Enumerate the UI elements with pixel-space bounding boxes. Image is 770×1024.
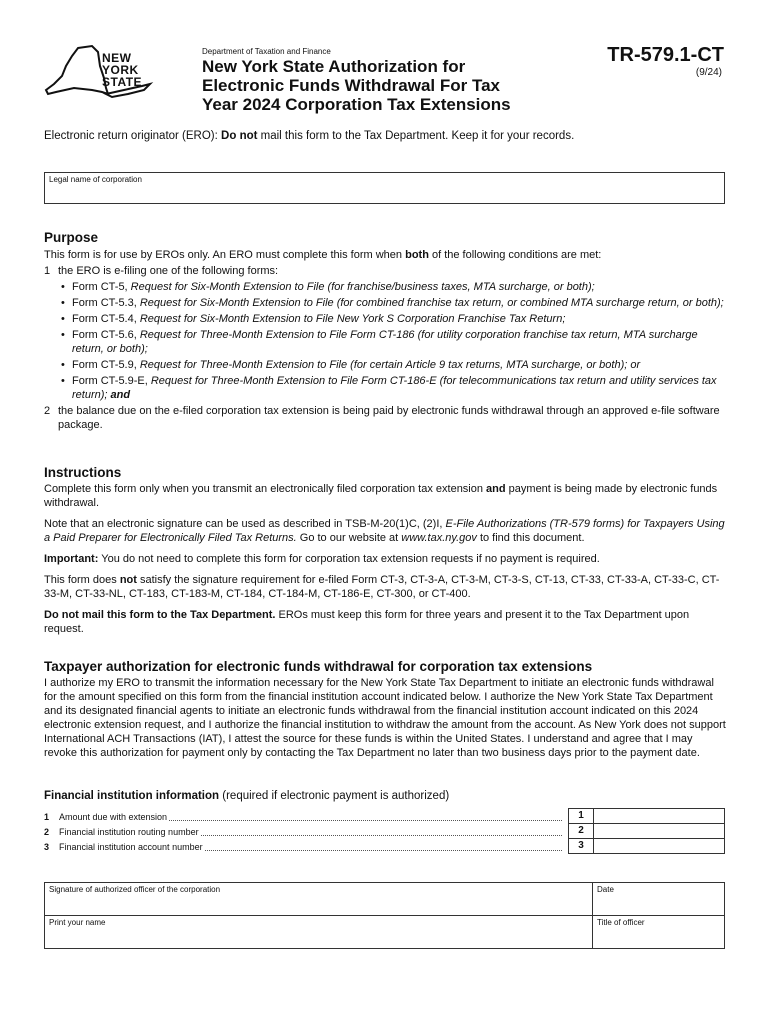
list-item — [44, 328, 726, 356]
logo-line: NEW — [102, 51, 132, 65]
legal-name-label: Legal name of corporation — [49, 175, 142, 184]
authorization-text: I authorize my ERO to transmit the information necessary for the New York State Tax Department to initiate an electronic funds withdrawal for the amount specified on this form from the financial institution account indicated below. I authorize the New York State Tax Department and its designated financial agents to initiate an electronic funds withdrawal from the financial institution account indicated on this 2024 electronic extension request, and I authorize the financial institution to withdraw the amount from the account. As New York does not support International ACH Transactions (IAT), I attest the source for these funds is within the United States. I understand and agree that I may revoke this authorization for payment only by contacting the Tax Department no later than two business days prior to the payment date. — [44, 677, 726, 759]
instructions-section — [44, 465, 726, 636]
form-revision: (9/24) — [695, 67, 722, 78]
item-text: the ERO is e-filing one of the following forms: — [58, 265, 279, 277]
list-item — [44, 358, 726, 372]
p4-a: This form does — [44, 574, 120, 586]
website-link[interactable]: www.tax.ny.gov — [401, 532, 477, 544]
list-item — [44, 296, 726, 310]
line-number: 1 — [44, 811, 50, 822]
p3-bold: Important: — [44, 553, 99, 565]
financial-note: (required if electronic payment is authorized) — [219, 790, 450, 802]
line-box-number: 1 — [568, 808, 594, 824]
instructions-heading: Instructions — [44, 465, 122, 480]
financial-section — [44, 790, 726, 802]
form-name: Form CT-5.9-E, — [72, 375, 151, 387]
signature-label: Signature of authorized officer of the corporation — [49, 885, 221, 894]
list-item — [44, 374, 726, 402]
list-item — [44, 312, 726, 326]
purpose-intro — [44, 248, 726, 262]
ero-notice — [44, 130, 574, 142]
p2-a: Note that an electronic signature can be used as described in TSB-M-20(1)C, (2)I, — [44, 518, 446, 530]
title-line: Year 2024 Corporation Tax Extensions — [202, 95, 511, 114]
item-number: 1 — [44, 265, 51, 277]
list-item — [44, 280, 726, 294]
officer-title-field[interactable] — [592, 915, 725, 949]
p1-b: payment is being made by electronic funds withdrawal. — [44, 483, 718, 509]
extension-forms-list — [44, 280, 726, 402]
p4-b: satisfy the signature requirement for e-filed Form CT-3, CT-3-A, CT-3-M, CT-3-S, CT-13, CT-33, CT-33-A, CT-33-C, CT-33-M, CT-33-NL, CT-183, CT-183-M, CT-184, CT-184-M, CT-186-E, CT-300, or CT-400. — [44, 574, 720, 600]
title-line: New York State Authorization for — [202, 57, 466, 76]
form-description: Request for Three-Month Extension to File Form CT-186 (for utility corporation franchise tax return, MTA surcharge return, or both); — [72, 329, 698, 355]
p5-text: EROs must keep this form for three years and present it to the Tax Department upon request. — [44, 609, 690, 635]
line-number: 2 — [44, 826, 50, 837]
amount-due-input[interactable] — [593, 808, 725, 824]
financial-heading: Financial institution information — [44, 790, 220, 802]
line-label: Financial institution routing number — [59, 826, 199, 837]
ero-notice-bold: Do not — [221, 130, 258, 142]
line-label: Financial institution account number — [59, 841, 203, 852]
p2-b: Go to our website at — [296, 532, 402, 544]
form-name: Form CT-5.6, — [72, 329, 140, 341]
form-name: Form CT-5.3, — [72, 297, 140, 309]
instructions-p2 — [44, 517, 726, 545]
ero-notice-prefix: Electronic return originator (ERO): — [44, 130, 222, 142]
signature-field[interactable] — [44, 882, 593, 916]
form-description: Request for Six-Month Extension to File (for combined franchise tax return, or combined MTA surcharge return, or both); — [139, 297, 724, 309]
account-number-input[interactable] — [593, 838, 725, 854]
instructions-p3 — [44, 552, 726, 566]
line-number: 3 — [44, 841, 50, 852]
logo-line: STATE — [102, 75, 143, 89]
purpose-section — [44, 230, 726, 432]
form-name: Form CT-5, — [72, 281, 131, 293]
ero-notice-suffix: mail this form to the Tax Department. Keep it for your records. — [257, 130, 575, 142]
line-box-number: 3 — [568, 838, 594, 854]
instructions-p4 — [44, 573, 726, 601]
line-box-number: 2 — [568, 823, 594, 839]
p4-bold: not — [119, 574, 137, 586]
date-field[interactable] — [592, 882, 725, 916]
p3-text: You do not need to complete this form for corporation tax extension requests if no payment is required. — [98, 553, 600, 565]
p2-c: to find this document. — [476, 532, 585, 544]
form-name: Form CT-5.4, — [72, 313, 140, 325]
p5-bold: Do not mail this form to the Tax Department. — [44, 609, 276, 621]
item-text: the balance due on the e-filed corporation tax extension is being paid by electronic funds withdrawal through an approved e-file software package. — [58, 405, 720, 431]
officer-title-label: Title of officer — [597, 918, 645, 927]
account-number-row — [44, 839, 566, 854]
purpose-intro-bold: both — [405, 249, 429, 261]
authorization-section — [44, 659, 726, 760]
title-line: Electronic Funds Withdrawal For Tax — [202, 76, 501, 95]
department-name: Department of Taxation and Finance — [202, 47, 331, 56]
nys-logo — [44, 44, 154, 100]
purpose-item-1 — [44, 264, 726, 278]
authorization-heading: Taxpayer authorization for electronic funds withdrawal for corporation tax extensions — [44, 659, 593, 674]
legal-name-field[interactable] — [44, 172, 725, 204]
item-number: 2 — [44, 405, 51, 417]
p1-a: Complete this form only when you transmit an electronically filed corporation tax extension — [44, 483, 487, 495]
form-name: Form CT-5.9, — [72, 359, 140, 371]
date-label: Date — [597, 885, 614, 894]
amount-due-row — [44, 809, 566, 824]
purpose-item-2 — [44, 404, 726, 432]
purpose-intro-b: of the following conditions are met: — [428, 249, 602, 261]
form-tail-and: and — [107, 389, 131, 401]
print-name-field[interactable] — [44, 915, 593, 949]
form-number: TR-579.1-CT — [607, 44, 724, 66]
routing-number-input[interactable] — [593, 823, 725, 839]
form-title — [202, 57, 562, 114]
line-label: Amount due with extension — [59, 811, 168, 822]
purpose-heading: Purpose — [44, 230, 99, 245]
form-description: Request for Three-Month Extension to File Form CT-186-E (for telecommunications tax return and utility services tax return); — [72, 375, 717, 401]
instructions-p5 — [44, 608, 726, 636]
form-description: Request for Six-Month Extension to File New York S Corporation Franchise Tax Return; — [139, 313, 566, 325]
routing-number-row — [44, 824, 566, 839]
form-description: Request for Six-Month Extension to File (for franchise/business taxes, MTA surcharge, or both); — [130, 281, 595, 293]
p1-bold: and — [486, 483, 506, 495]
purpose-intro-a: This form is for use by EROs only. An ERO must complete this form when — [44, 249, 406, 261]
p2-italic: E-File Authorizations (TR-579 forms) for Taxpayers Using a Paid Preparer for Electronically Filed Tax Returns. — [44, 518, 725, 544]
logo-line: YORK — [102, 63, 139, 77]
form-description: Request for Three-Month Extension to File (for certain Article 9 tax returns, MTA surcharge, or both); or — [139, 359, 641, 371]
print-name-label: Print your name — [49, 918, 106, 927]
instructions-p1 — [44, 482, 726, 510]
